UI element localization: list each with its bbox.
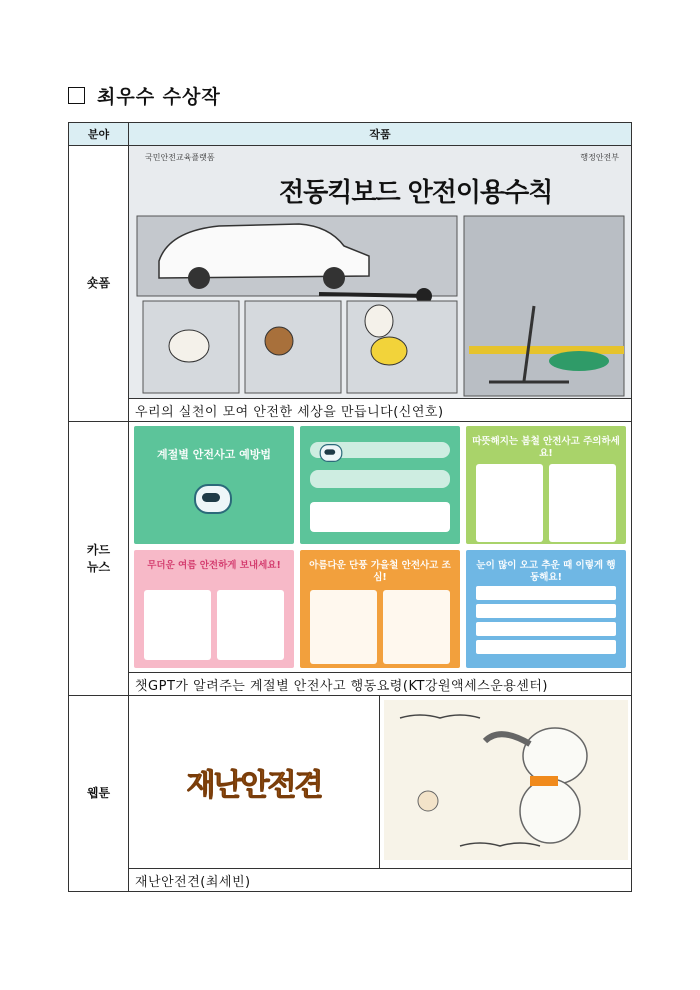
poster-title: 전동킥보드 안전이용수칙 xyxy=(279,178,553,208)
shortform-poster xyxy=(129,146,631,398)
category-shortform: 숏폼 xyxy=(69,146,129,422)
webtoon-logo-image xyxy=(129,696,380,869)
header-category: 분야 xyxy=(69,123,129,146)
category-webtoon: 웹툰 xyxy=(69,696,129,892)
card-title: 아름다운 단풍 가을철 안전사고 조심! xyxy=(309,560,451,584)
header-work: 작품 xyxy=(129,123,632,146)
awards-table xyxy=(68,122,632,892)
card-title: 눈이 많이 오고 추운 때 이렇게 행동해요! xyxy=(476,560,616,584)
org-left-label: 국민안전교육플랫폼 xyxy=(145,153,215,162)
checkbox-square-icon xyxy=(68,87,85,104)
shortform-caption: 우리의 실천이 모여 안전한 세상을 만듭니다(신연호) xyxy=(129,399,632,422)
table-row-webtoon xyxy=(69,696,632,869)
category-cardnews xyxy=(69,422,129,696)
card-6 xyxy=(466,550,626,668)
robot-icon xyxy=(194,484,232,514)
card-title: 따뜻해지는 봄철 안전사고 주의하세요! xyxy=(472,436,620,460)
card-title: 계절별 안전사고 예방법 xyxy=(157,448,271,461)
card-5 xyxy=(300,550,460,668)
cardnews-caption: 챗GPT가 알려주는 계절별 안전사고 행동요령(KT강원액세스운용센터) xyxy=(129,673,632,696)
card-1 xyxy=(134,426,294,544)
table-header-row xyxy=(69,123,632,146)
table-row-webtoon-caption xyxy=(69,869,632,892)
table-row-cardnews xyxy=(69,422,632,673)
robot-icon xyxy=(320,444,343,462)
table-row-shortform-caption xyxy=(69,399,632,422)
card-2 xyxy=(300,426,460,544)
card-3 xyxy=(466,426,626,544)
cardnews-image xyxy=(129,422,632,673)
webtoon-drawing xyxy=(380,696,632,864)
table-row-cardnews-caption xyxy=(69,673,632,696)
card-4 xyxy=(134,550,294,668)
shortform-image xyxy=(129,146,632,399)
webtoon-caption: 재난안전견(최세빈) xyxy=(129,869,632,892)
cardnews-grid xyxy=(129,422,631,672)
shortform-illustration xyxy=(129,146,630,398)
webtoon-illustration xyxy=(380,696,632,869)
org-right-label: 행정안전부 xyxy=(580,153,620,162)
card-title: 무더운 여름 안전하게 보내세요! xyxy=(147,560,281,571)
webtoon-logo-text: 재난안전견 xyxy=(186,768,322,803)
category-cardnews-line1: 카드 xyxy=(86,543,111,558)
table-row-shortform xyxy=(69,146,632,399)
section-heading-text: 최우수 수상작 xyxy=(97,86,221,108)
category-cardnews-line2: 뉴스 xyxy=(86,559,111,574)
section-heading xyxy=(68,82,221,109)
